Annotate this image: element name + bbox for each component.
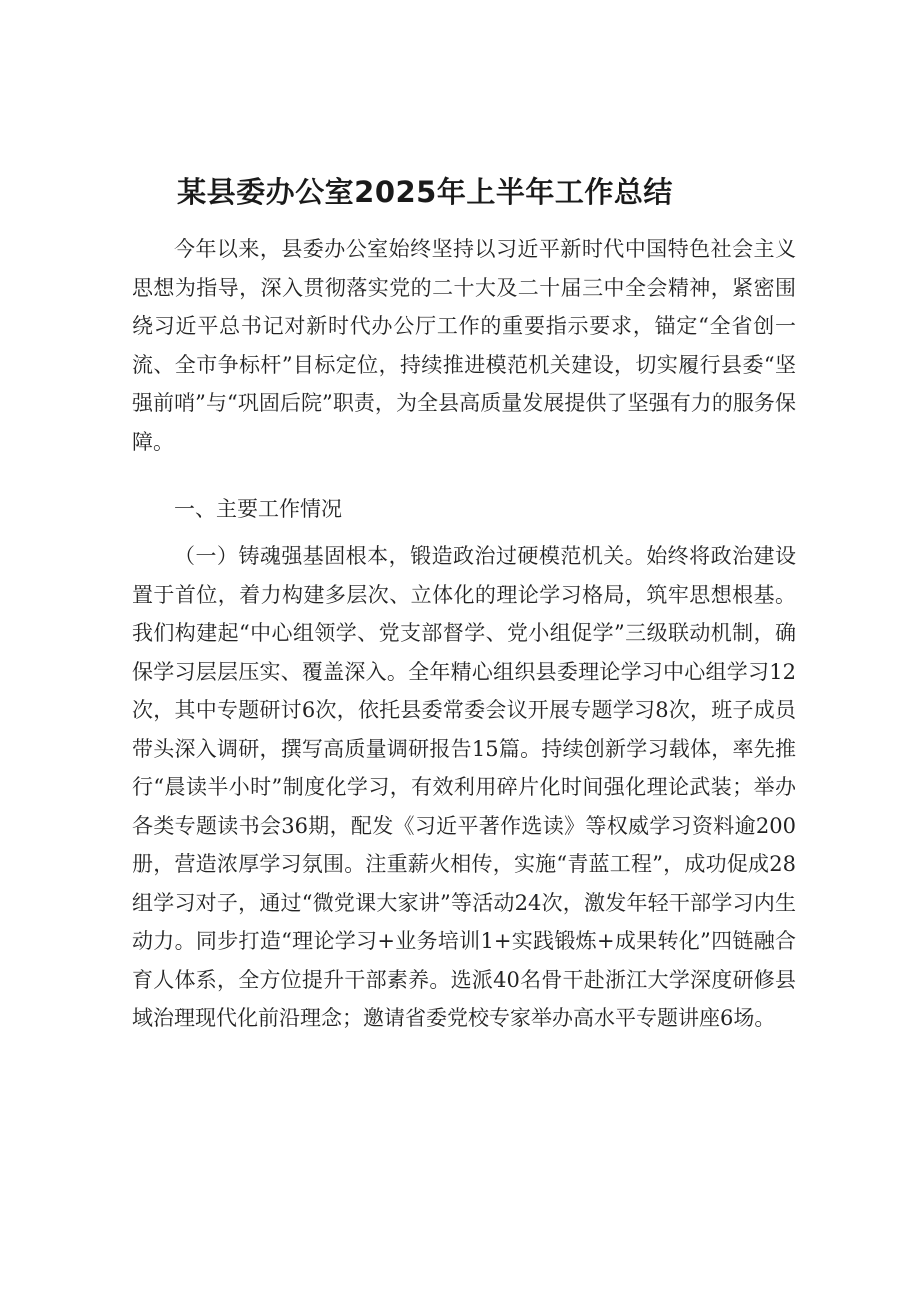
section1-paragraph: （一）铸魂强基固根本，锻造政治过硬模范机关。始终将政治建设置于首位，着力构建多层次、立体化的理论学习格局，筑牢思想根基。我们构建起“中心组领学、党支部督学、党小组促学”三级联动机制，确保学习层层压实、覆盖深入。全年精心组织县委理论学习中心组学习12次，其中专题研讨6次，依托县委常委会议开展专题学习8次，班子成员带头深入调研，撰写高质量调研报告15篇。持续创新学习载体，率先推行“晨读半小时”制度化学习，有效利用碎片化时间强化理论武装；举办各类专题读书会36期，配发《习近平著作选读》等权威学习资料逾200册，营造浓厚学习氛围。注重薪火相传，实施“青蓝工程”，成功促成28组学习对子，通过“微党课大家讲”等活动24次，激发年轻干部学习内生动力。同步打造“理论学习+业务培训1+实践锻炼+成果转化”四链融合育人体系，全方位提升干部素养。选派40名骨干赴浙江大学深度研修县域治理现代化前沿理念；邀请省委党校专家举办高水平专题讲座6场。 [132, 544, 796, 1030]
document-title: 某县委办公室2025年上半年工作总结 [177, 175, 673, 209]
section-heading: 一、主要工作情况 [174, 497, 342, 521]
intro-paragraph: 今年以来，县委办公室始终坚持以习近平新时代中国特色社会主义思想为指导，深入贯彻落实党的二十大及二十届三中全会精神，紧密围绕习近平总书记对新时代办公厅工作的重要指示要求，锚定“全省创一流、全市争标杆”目标定位，持续推进模范机关建设，切实履行县委“坚强前哨”与“巩固后院”职责，为全县高质量发展提供了坚强有力的服务保障。 [132, 237, 796, 454]
